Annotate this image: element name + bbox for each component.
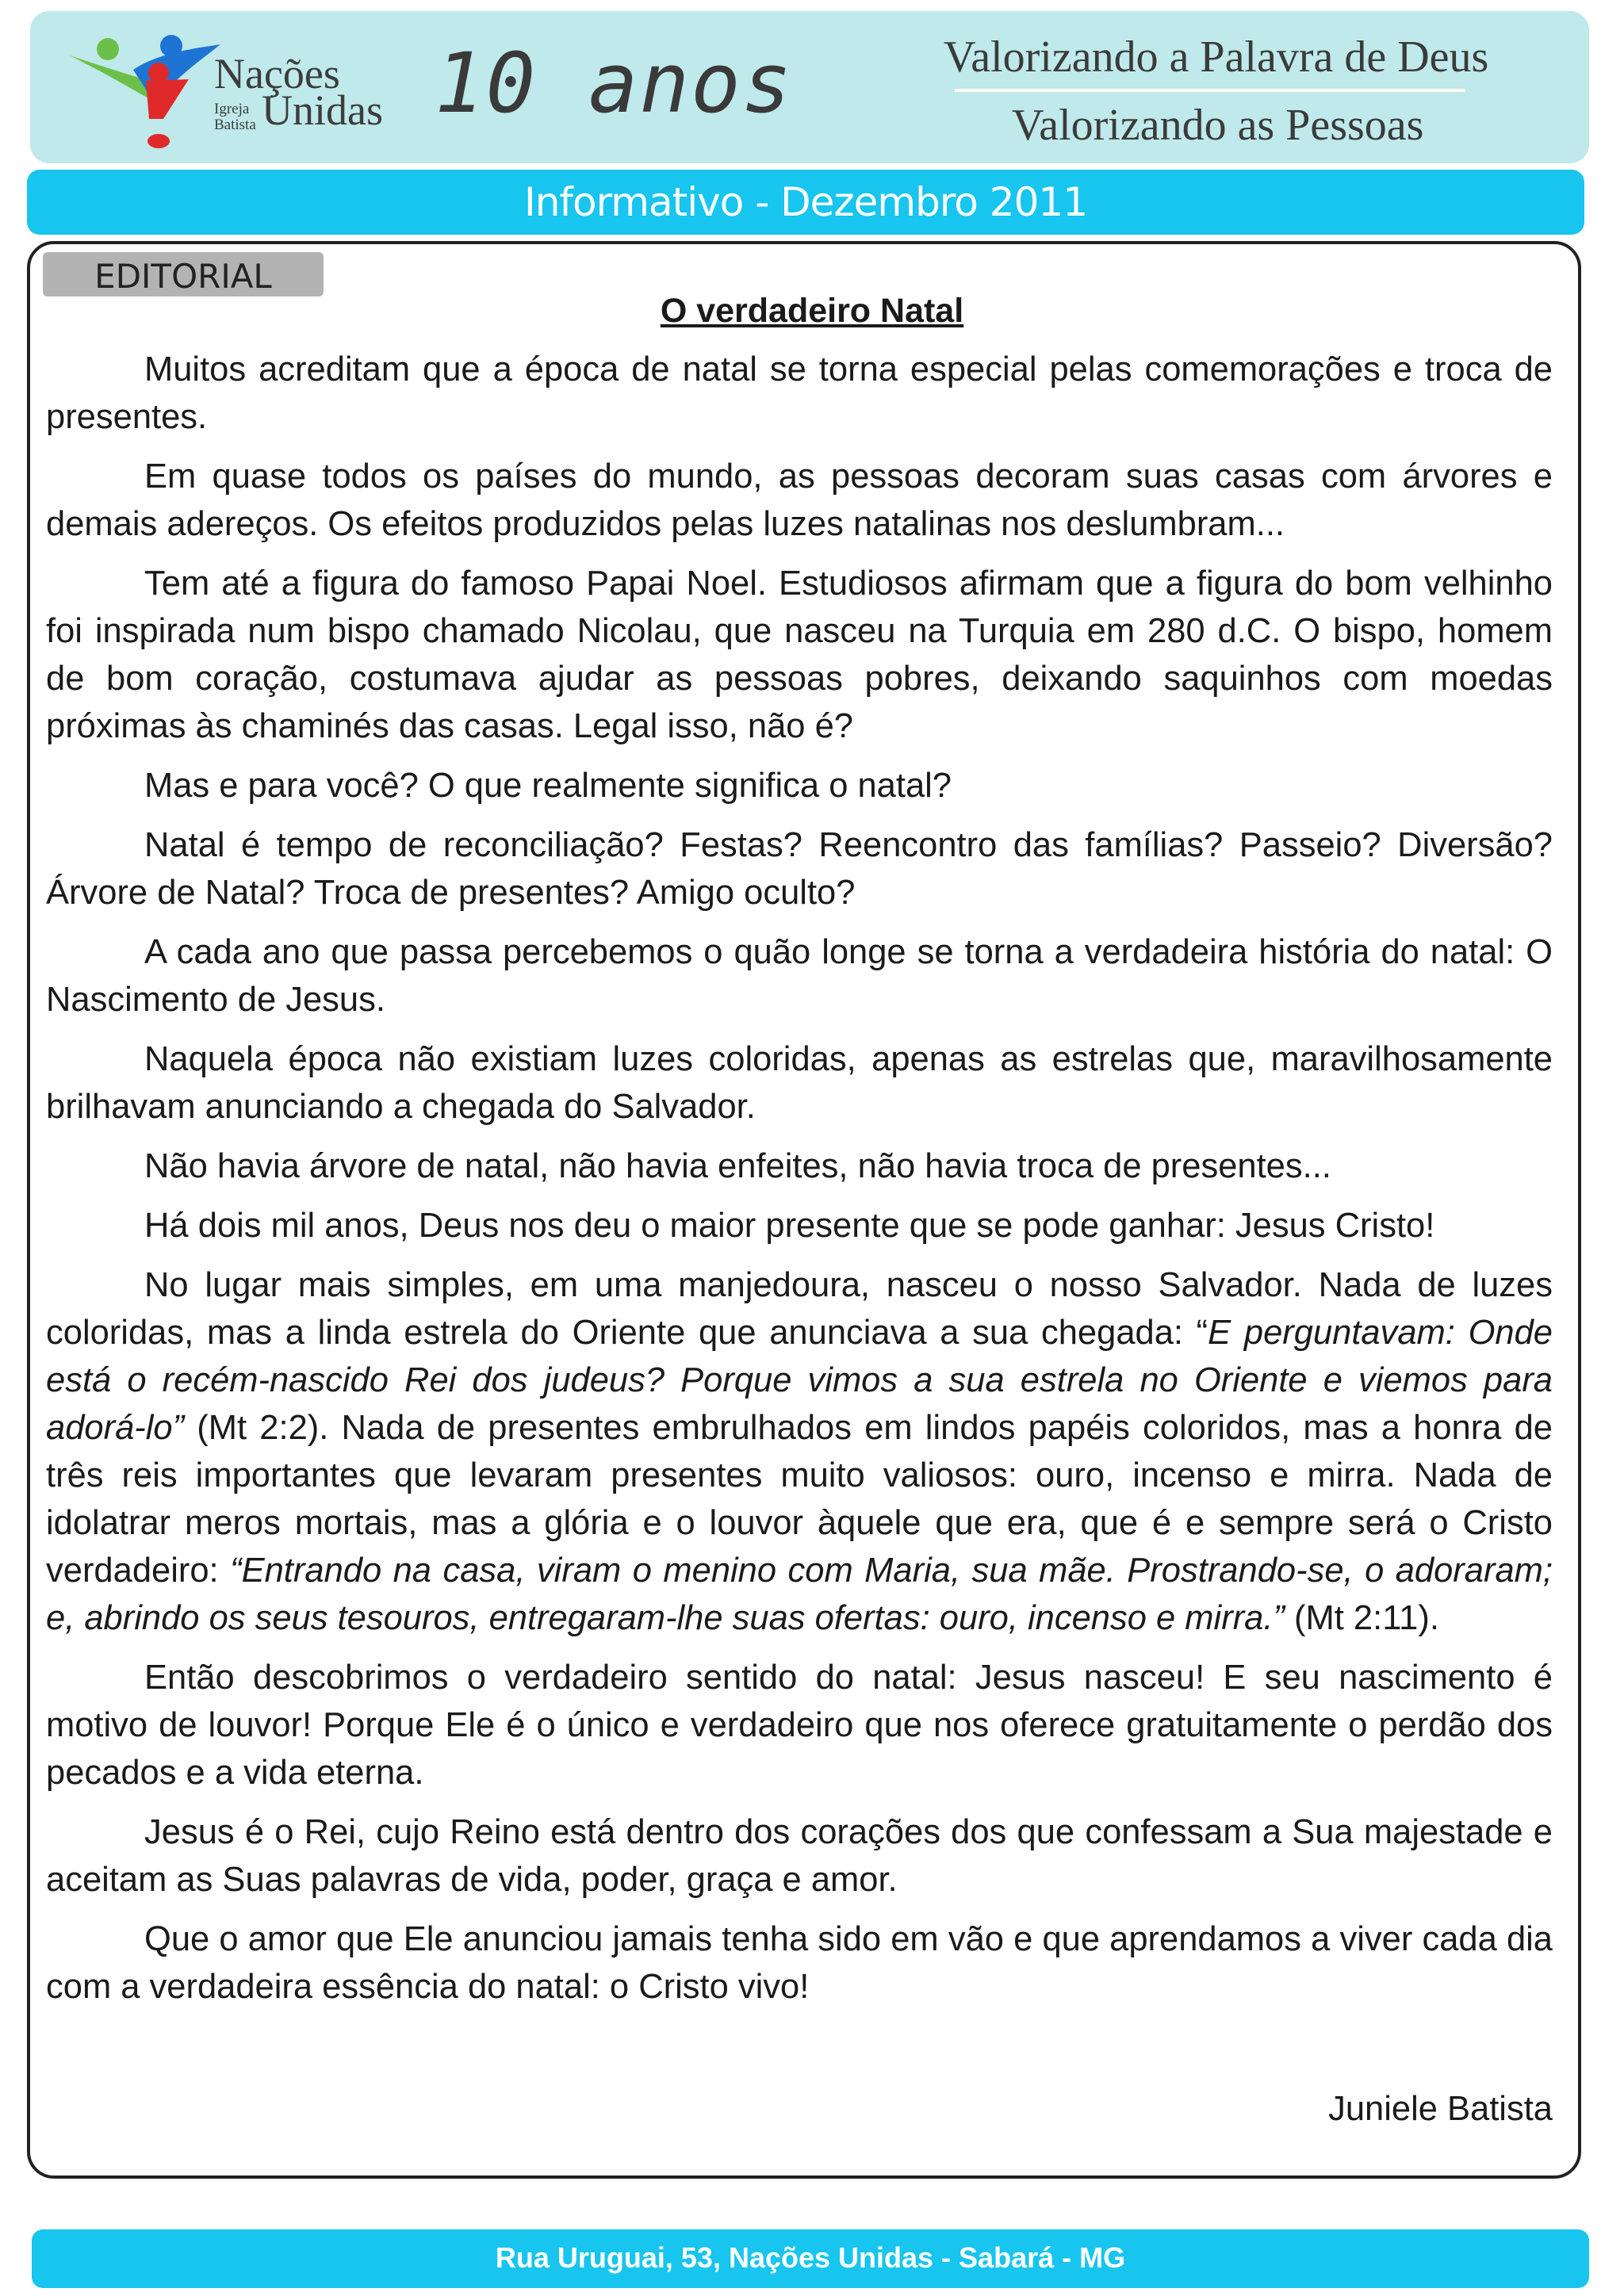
paragraph-text: Naquela época não existiam luzes coloridas, apenas as estrelas que, maravilhosamente brilhavam anunciando a chegada do Salvador.: [46, 1040, 1553, 1126]
article-paragraph: [46, 346, 1553, 441]
article-paragraph: [46, 928, 1553, 1024]
paragraph-text: Há dois mil anos, Deus nos deu o maior presente que se pode ganhar: Jesus Cristo!: [144, 1207, 1435, 1245]
paragraph-text: Não havia árvore de natal, não havia enfeites, não havia troca de presentes...: [144, 1147, 1331, 1185]
paragraph-text: (Mt 2:2). Nada de presentes embrulhados em lindos papéis coloridos, mas a honra de três reis importantes que levaram presentes muito valiosos: ouro, incenso e mirra. Nada de idolatrar meros mortais, mas a glória e o louvor àquele que era, que é e sempre será o Cristo verdadeiro:: [46, 1409, 1553, 1590]
article-paragraph: [46, 1142, 1553, 1190]
article-paragraph: [46, 821, 1553, 916]
article-body: [46, 346, 1553, 2022]
article-paragraph: [46, 453, 1553, 548]
article-paragraph: [46, 1654, 1553, 1797]
paragraph-text: A cada ano que passa percebemos o quão longe se torna a verdadeira história do natal: O Nascimento de Jesus.: [46, 933, 1553, 1019]
section-tag-label: EDITORIAL: [94, 257, 272, 296]
section-tag: [43, 252, 324, 297]
info-bar: [27, 170, 1584, 235]
anniversary-title: 10 anos: [435, 35, 794, 132]
paragraph-text: Natal é tempo de reconciliação? Festas? Reencontro das famílias? Passeio? Diversão? Árvore de Natal? Troca de presentes? Amigo oculto?: [46, 826, 1553, 912]
article-paragraph: [46, 1915, 1553, 2011]
paragraph-text: Muitos acreditam que a época de natal se torna especial pelas comemorações e troca de presentes.: [46, 350, 1553, 436]
paragraph-text: Tem até a figura do famoso Papai Noel. Estudiosos afirmam que a figura do bom velhinho foi inspirada num bispo chamado Nicolau, que nasceu na Turquia em 280 d.C. O bispo, homem de bom coração, costumava ajudar as pessoas pobres, deixando saquinhos com moedas próximas às chaminés das casas. Legal isso, não é?: [46, 564, 1553, 745]
paragraph-text: No lugar mais simples, em uma manjedoura, nasceu o nosso Salvador. Nada de luzes coloridas, mas a linda estrela do Oriente que anunciava a sua chegada: “: [46, 1266, 1553, 1352]
motto-line1: Valorizando a Palavra de Deus: [944, 33, 1489, 82]
paragraph-text: Que o amor que Ele anunciou jamais tenha sido em vão e que aprendamos a viver cada dia com a verdadeira essência do natal: o Cristo vivo!: [46, 1920, 1553, 2006]
bible-quote: E perguntavam: Onde está o recém-nascido Rei dos judeus? Porque vimos a sua estrela no Oriente e viemos para adorá-lo”: [46, 1314, 1553, 1447]
article-paragraph: [46, 1202, 1553, 1249]
motto-divider: [955, 89, 1465, 92]
motto-line2: Valorizando as Pessoas: [1012, 101, 1424, 150]
logo-name-line1: Nações: [214, 50, 340, 98]
article-paragraph: [46, 1808, 1553, 1904]
paragraph-text: Então descobrimos o verdadeiro sentido do natal: Jesus nasceu! E seu nascimento é motivo de louvor! Porque Ele é o único e verdadeiro que nos oferece gratuitamente o perdão dos pecados e a vida eterna.: [46, 1659, 1553, 1792]
paragraph-text: Em quase todos os países do mundo, as pessoas decoram suas casas com árvores e demais adereços. Os efeitos produzidos pelas luzes natalinas nos deslumbram...: [46, 457, 1553, 543]
logo-name-line2: Unidas: [262, 86, 383, 134]
article-paragraph: [46, 560, 1553, 750]
article-author: Juniele Batista: [1328, 2090, 1553, 2128]
article-title: O verdadeiro Natal: [660, 292, 964, 330]
footer-bar: [32, 2229, 1589, 2288]
paragraph-text: (Mt 2:11).: [1284, 1599, 1439, 1637]
article-paragraph: [46, 1035, 1553, 1131]
article-paragraph: [46, 1261, 1553, 1642]
bible-quote: “Entrando na casa, viram o menino com Maria, sua mãe. Prostrando-se, o adoraram; e, abrindo os seus tesouros, entregaram-lhe suas ofertas: ouro, incenso e mirra.”: [46, 1552, 1553, 1637]
logo-small-line2: Batista: [214, 117, 256, 133]
logo-small-line1: Igreja: [214, 101, 250, 117]
article-paragraph: [46, 762, 1553, 809]
paragraph-text: Mas e para você? O que realmente significa o natal?: [144, 767, 952, 805]
info-bar-text: Informativo - Dezembro 2011: [523, 179, 1088, 225]
paragraph-text: Jesus é o Rei, cujo Reino está dentro dos corações dos que confessam a Sua majestade e aceitam as Suas palavras de vida, poder, graça e amor.: [46, 1813, 1553, 1899]
footer-address: Rua Uruguai, 53, Nações Unidas - Sabará - MG: [495, 2241, 1126, 2274]
